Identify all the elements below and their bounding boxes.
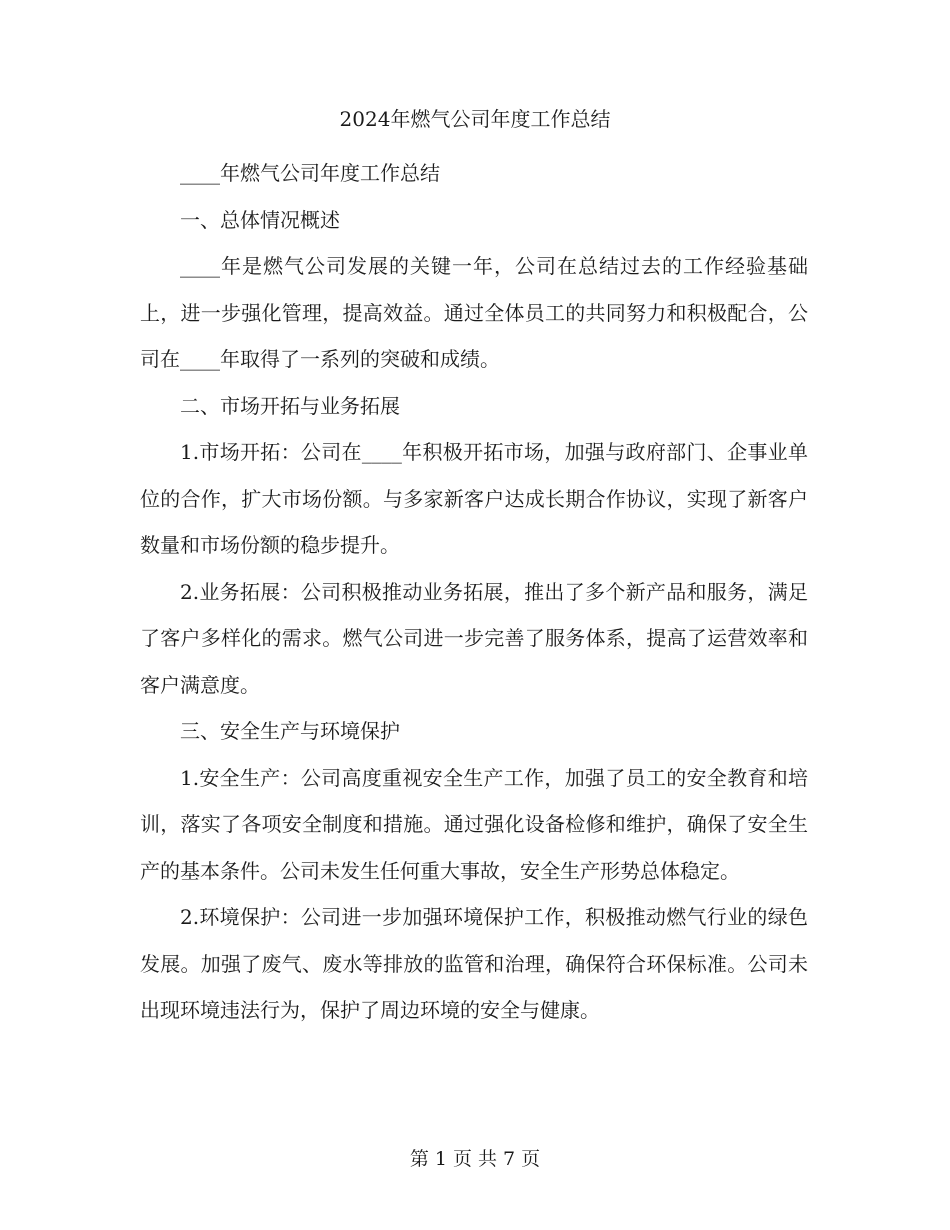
paragraph-environment: 2.环境保护：公司进一步加强环境保护工作，积极推动燃气行业的绿色发展。加强了废气、废水等排放的监管和治理，确保符合环保标准。公司未出现环境违法行为，保护了周边环境的安全与健康。 — [140, 905, 808, 1022]
paragraph-subtitle: ____年燃气公司年度工作总结 — [180, 161, 440, 185]
section-heading-safety: 三、安全生产与环境保护 — [180, 719, 400, 743]
paragraph-safety-production: 1.安全生产：公司高度重视安全生产工作，加强了员工的安全教育和培训，落实了各项安全制度和措施。通过强化设备检修和维护，确保了安全生产的基本条件。公司未发生任何重大事故，安全生产形势总体稳定。 — [140, 765, 808, 883]
page-footer: 第 1 页 共 7 页 — [409, 1148, 541, 1170]
paragraph-market-expansion: 1.市场开拓：公司在____年积极开拓市场，加强与政府部门、企事业单位的合作，扩大市场份额。与多家新客户达成长期合作协议，实现了新客户数量和市场份额的稳步提升。 — [140, 440, 808, 557]
section-heading-market: 二、市场开拓与业务拓展 — [180, 393, 400, 418]
paragraph-business-expansion: 2.业务拓展：公司积极推动业务拓展，推出了多个新产品和服务，满足了客户多样化的需求。燃气公司进一步完善了服务体系，提高了运营效率和客户满意度。 — [140, 579, 808, 697]
document-title: 2024年燃气公司年度工作总结 — [339, 107, 611, 131]
document-body — [140, 150, 808, 1034]
section-heading-overview: 一、总体情况概述 — [180, 207, 340, 232]
paragraph-overview: ____年是燃气公司发展的关键一年，公司在总结过去的工作经验基础上，进一步强化管理，提高效益。通过全体员工的共同努力和积极配合，公司在____年取得了一系列的突破和成绩。 — [140, 254, 808, 371]
